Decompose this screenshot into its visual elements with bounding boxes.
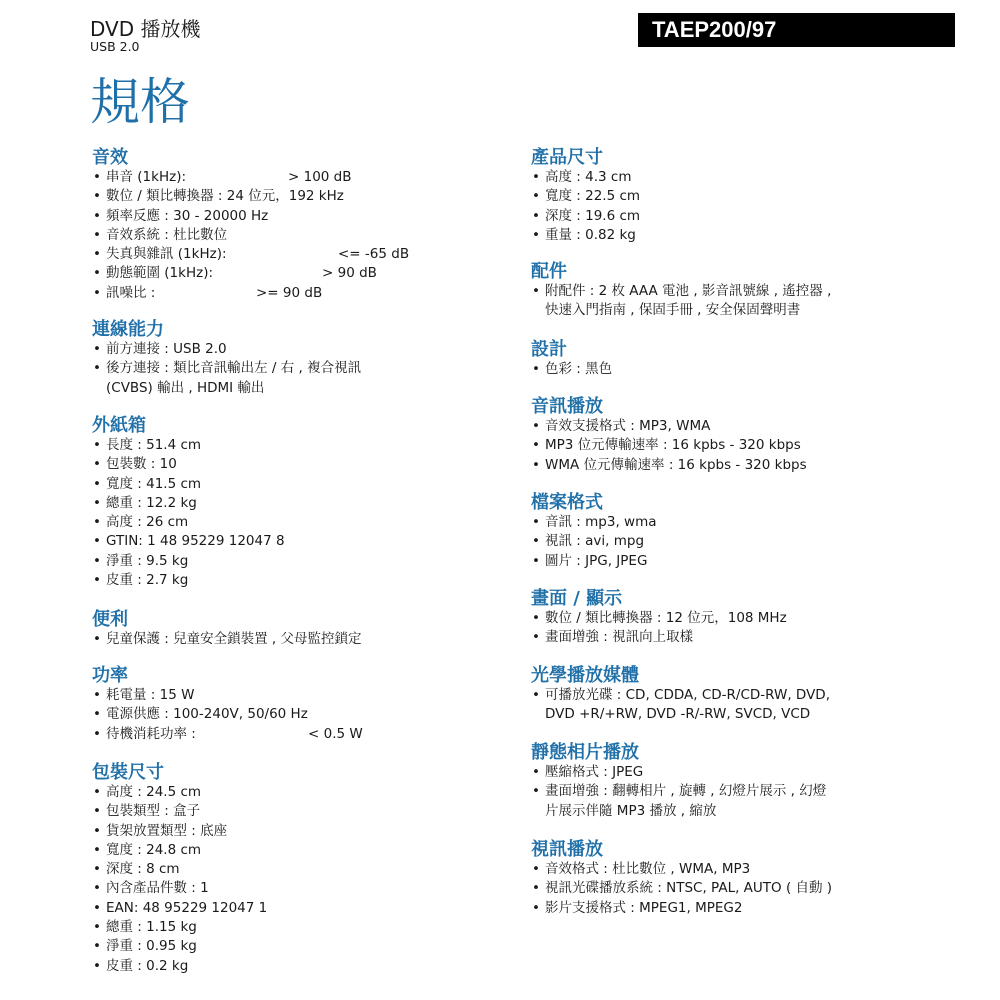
spec-item (92, 705, 512, 724)
spec-label: 包裝類型 : 盒子 (106, 803, 201, 820)
spec-value: > 90 dB (322, 265, 377, 282)
spec-item (531, 609, 951, 628)
spec-label: 待機消耗功率 : (106, 725, 196, 742)
spec-label-continued: 快速入門指南 , 保固手冊 , 安全保固聲明書 (545, 302, 801, 319)
product-type: DVD 播放機 (90, 17, 201, 41)
spec-label: 串音 (1kHz): (106, 169, 187, 185)
spec-label: 高度 : 4.3 cm (545, 169, 632, 185)
spec-item (92, 686, 512, 705)
section-heading: 配件 (531, 261, 567, 282)
spec-item (531, 513, 951, 532)
spec-item (92, 630, 512, 649)
spec-label: 附配件 : 2 枚 AAA 電池 , 影音訊號線 , 遙控器 , (545, 283, 832, 299)
spec-label: 畫面增強 : 視訊向上取樣 (545, 629, 694, 646)
spec-item (92, 475, 512, 494)
spec-label: 深度 : 8 cm (106, 861, 180, 878)
spec-item (92, 436, 512, 455)
section-heading: 音效 (92, 147, 128, 168)
spec-item (92, 284, 512, 303)
spec-item (92, 226, 512, 245)
spec-item (92, 822, 512, 841)
spec-item (531, 226, 951, 245)
spec-label: 重量 : 0.82 kg (545, 226, 636, 243)
spec-item (531, 763, 951, 782)
spec-item (531, 782, 951, 821)
spec-label: GTIN: 1 48 95229 12047 8 (106, 533, 285, 550)
spec-section (531, 262, 951, 321)
spec-label: 可播放光碟 : CD, CDDA, CD-R/CD-RW, DVD, (545, 687, 830, 703)
spec-item (92, 725, 512, 744)
spec-label: 深度 : 19.6 cm (545, 207, 641, 224)
spec-section (92, 320, 512, 398)
spec-item (531, 686, 951, 725)
spec-item (92, 802, 512, 821)
spec-item (92, 187, 512, 206)
spec-item (92, 937, 512, 956)
spec-label: 總重 : 12.2 kg (106, 494, 197, 511)
spec-item (531, 860, 951, 879)
spec-label: 高度 : 26 cm (106, 514, 189, 531)
spec-section (92, 416, 512, 590)
spec-item (531, 207, 951, 226)
spec-item (92, 340, 512, 359)
spec-label: 動態範圍 (1kHz): (106, 265, 214, 282)
section-heading: 包裝尺寸 (92, 762, 164, 783)
spec-section (531, 743, 951, 821)
spec-label: 音效支援格式 : MP3, WMA (545, 418, 711, 434)
spec-item (92, 264, 512, 283)
spec-item (531, 187, 951, 206)
spec-label: EAN: 48 95229 12047 1 (106, 899, 268, 916)
spec-item (531, 360, 951, 379)
section-heading: 畫面 / 顯示 (531, 588, 623, 609)
spec-section (531, 589, 951, 648)
spec-label: 訊噪比 : (106, 284, 156, 301)
spec-label: 寬度 : 22.5 cm (545, 188, 641, 205)
spec-section (531, 397, 951, 475)
spec-label: 寬度 : 24.8 cm (106, 841, 202, 858)
section-heading: 光學播放媒體 (531, 665, 639, 686)
spec-label: 貨架放置類型 : 底座 (106, 822, 228, 839)
section-heading: 檔案格式 (531, 492, 603, 513)
spec-label: 總重 : 1.15 kg (106, 919, 197, 936)
section-heading: 音訊播放 (531, 396, 603, 417)
spec-label: 內含產品件數 : 1 (106, 880, 209, 897)
spec-label: 皮重 : 0.2 kg (106, 957, 189, 974)
spec-item (92, 879, 512, 898)
spec-item (92, 841, 512, 860)
spec-label: WMA 位元傳輸速率 : 16 kpbs - 320 kbps (545, 456, 807, 473)
spec-item (92, 494, 512, 513)
spec-label-continued: (CVBS) 輸出 , HDMI 輸出 (106, 379, 265, 396)
spec-label: 淨重 : 9.5 kg (106, 552, 189, 569)
spec-section (92, 666, 512, 744)
model-number-banner: TAEP200/97 (638, 13, 955, 47)
spec-label: 畫面增強 : 翻轉相片 , 旋轉 , 幻燈片展示 , 幻燈 (545, 783, 827, 800)
spec-label: MP3 位元傳輸速率 : 16 kpbs - 320 kbps (545, 437, 801, 454)
spec-label: 音效格式 : 杜比數位 , WMA, MP3 (545, 861, 751, 877)
spec-section (531, 840, 951, 918)
spec-label: 圖片 : JPG, JPEG (545, 552, 648, 569)
spec-label: 後方連接 : 類比音訊輸出左 / 右 , 複合視訊 (106, 360, 362, 377)
spec-label: 前方連接 : USB 2.0 (106, 341, 227, 357)
section-heading: 視訊播放 (531, 839, 603, 860)
spec-item (531, 628, 951, 647)
spec-label: 影片支援格式 : MPEG1, MPEG2 (545, 899, 743, 916)
spec-item (92, 455, 512, 474)
spec-value: < 0.5 W (308, 725, 363, 742)
spec-item (92, 783, 512, 802)
spec-item (92, 207, 512, 226)
spec-section (92, 763, 512, 976)
section-heading: 連線能力 (92, 319, 164, 340)
section-heading: 靜態相片播放 (531, 742, 639, 763)
spec-section (531, 493, 951, 571)
spec-label: 失真與雜訊 (1kHz): (106, 246, 227, 263)
spec-item (531, 282, 951, 321)
spec-section (531, 666, 951, 725)
spec-label-continued: 片展示伴隨 MP3 播放 , 縮放 (545, 802, 717, 819)
spec-item (92, 552, 512, 571)
spec-section (92, 148, 512, 303)
spec-item (92, 957, 512, 976)
spec-label: 皮重 : 2.7 kg (106, 572, 189, 589)
section-heading: 產品尺寸 (531, 147, 603, 168)
spec-item (92, 513, 512, 532)
section-heading: 功率 (92, 665, 128, 686)
spec-item (92, 899, 512, 918)
spec-label: 視訊光碟播放系統 : NTSC, PAL, AUTO ( 自動 ) (545, 880, 833, 897)
spec-label: 色彩 : 黑色 (545, 361, 613, 377)
spec-item (531, 456, 951, 475)
spec-item (92, 168, 512, 187)
spec-item (92, 532, 512, 551)
spec-item (531, 879, 951, 898)
spec-label: 包裝數 : 10 (106, 456, 177, 473)
spec-label: 數位 / 類比轉換器 : 12 位元，108 MHz (545, 610, 787, 626)
spec-section (92, 610, 512, 649)
spec-label: 長度 : 51.4 cm (106, 437, 202, 453)
spec-label: 淨重 : 0.95 kg (106, 938, 197, 955)
spec-label: 兒童保護 : 兒童安全鎖裝置 , 父母監控鎖定 (106, 631, 362, 647)
spec-label: 耗電量 : 15 W (106, 687, 195, 703)
spec-label: 頻率反應 : 30 - 20000 Hz (106, 207, 269, 224)
spec-label: 壓縮格式 : JPEG (545, 764, 644, 780)
spec-item (92, 918, 512, 937)
spec-label: 高度 : 24.5 cm (106, 784, 202, 800)
section-heading: 外紙箱 (92, 415, 146, 436)
spec-value: >= 90 dB (256, 284, 323, 301)
product-subtitle: USB 2.0 (90, 39, 140, 54)
spec-value: <= -65 dB (338, 246, 410, 263)
spec-label: 數位 / 類比轉換器 : 24 位元，192 kHz (106, 188, 344, 205)
spec-section (531, 148, 951, 245)
spec-label: 視訊 : avi, mpg (545, 533, 645, 550)
spec-item (92, 245, 512, 264)
spec-item (531, 168, 951, 187)
page-title: 規格 (90, 73, 190, 131)
spec-label: 音效系統 : 杜比數位 (106, 226, 228, 243)
spec-item (531, 899, 951, 918)
section-heading: 便利 (92, 609, 128, 630)
spec-item (531, 552, 951, 571)
spec-item (92, 359, 512, 398)
spec-label: 電源供應 : 100-240V, 50/60 Hz (106, 706, 308, 723)
spec-item (92, 571, 512, 590)
spec-value: > 100 dB (288, 169, 352, 185)
spec-item (531, 417, 951, 436)
spec-section (531, 340, 951, 379)
spec-label: 音訊 : mp3, wma (545, 514, 657, 530)
spec-label-continued: DVD +R/+RW, DVD -R/-RW, SVCD, VCD (545, 706, 811, 723)
spec-item (92, 860, 512, 879)
spec-item (531, 532, 951, 551)
spec-item (531, 436, 951, 455)
spec-label: 寬度 : 41.5 cm (106, 475, 202, 492)
section-heading: 設計 (531, 339, 567, 360)
